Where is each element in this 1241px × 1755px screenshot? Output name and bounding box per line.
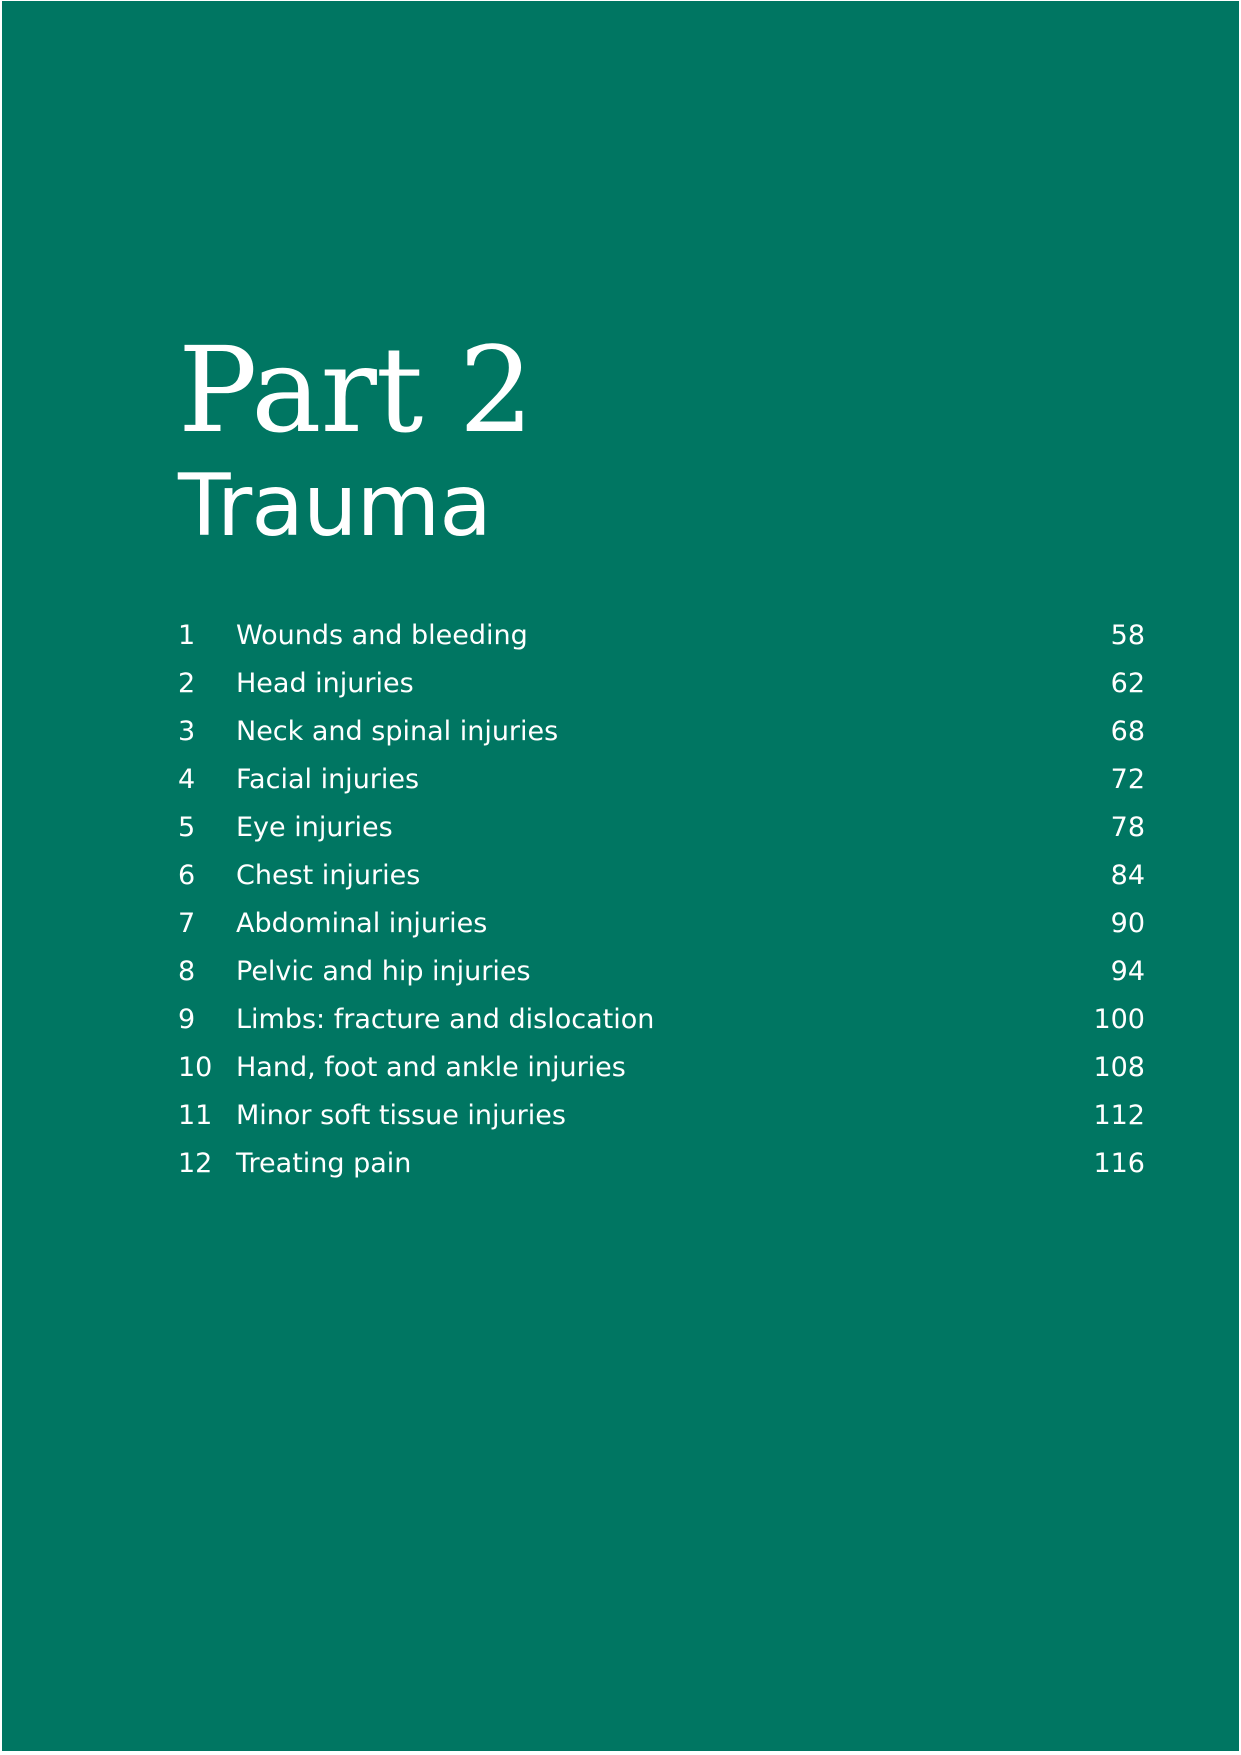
chapter-title: Minor soft tissue injuries bbox=[236, 1100, 566, 1131]
chapter-number: 3 bbox=[178, 716, 196, 747]
toc-row-12[interactable] bbox=[178, 1140, 1145, 1188]
toc-row-1[interactable] bbox=[178, 612, 1145, 660]
page-number: 62 bbox=[1110, 668, 1145, 699]
chapter-title: Neck and spinal injuries bbox=[236, 716, 559, 747]
page-number: 108 bbox=[1093, 1052, 1145, 1083]
page-number: 72 bbox=[1110, 764, 1145, 795]
chapter-number: 7 bbox=[178, 908, 196, 939]
chapter-number: 11 bbox=[178, 1100, 213, 1131]
page-number: 84 bbox=[1110, 860, 1145, 891]
chapter-number: 8 bbox=[178, 956, 196, 987]
toc-row-6[interactable] bbox=[178, 852, 1145, 900]
chapter-number: 9 bbox=[178, 1004, 196, 1035]
page-number: 58 bbox=[1110, 620, 1145, 651]
chapter-number: 12 bbox=[178, 1148, 213, 1179]
chapter-number: 5 bbox=[178, 812, 196, 843]
part-divider-page bbox=[2, 1, 1239, 1751]
part-title: Trauma bbox=[178, 456, 491, 556]
page-number: 112 bbox=[1093, 1100, 1145, 1131]
toc-row-2[interactable] bbox=[178, 660, 1145, 708]
chapter-title: Facial injuries bbox=[236, 764, 420, 795]
toc-row-3[interactable] bbox=[178, 708, 1145, 756]
toc-row-4[interactable] bbox=[178, 756, 1145, 804]
toc-row-11[interactable] bbox=[178, 1092, 1145, 1140]
part-number: Part 2 bbox=[178, 321, 533, 459]
page-number: 100 bbox=[1093, 1004, 1145, 1035]
page-number: 78 bbox=[1110, 812, 1145, 843]
page-number: 68 bbox=[1110, 716, 1145, 747]
chapter-number: 2 bbox=[178, 668, 196, 699]
chapter-number: 1 bbox=[178, 620, 196, 651]
page-number: 116 bbox=[1093, 1148, 1145, 1179]
chapter-title: Hand, foot and ankle injuries bbox=[236, 1052, 626, 1083]
toc-row-8[interactable] bbox=[178, 948, 1145, 996]
toc-row-5[interactable] bbox=[178, 804, 1145, 852]
chapter-title: Wounds and bleeding bbox=[236, 620, 528, 651]
chapter-title: Pelvic and hip injuries bbox=[236, 956, 531, 987]
chapter-title: Chest injuries bbox=[236, 860, 421, 891]
toc-row-9[interactable] bbox=[178, 996, 1145, 1044]
table-of-contents bbox=[178, 612, 1145, 1188]
toc-row-7[interactable] bbox=[178, 900, 1145, 948]
chapter-number: 4 bbox=[178, 764, 196, 795]
chapter-number: 6 bbox=[178, 860, 196, 891]
chapter-title: Eye injuries bbox=[236, 812, 393, 843]
chapter-number: 10 bbox=[178, 1052, 213, 1083]
chapter-title: Treating pain bbox=[236, 1148, 412, 1179]
page-number: 90 bbox=[1110, 908, 1145, 939]
chapter-title: Limbs: fracture and dislocation bbox=[236, 1004, 655, 1035]
chapter-title: Head injuries bbox=[236, 668, 414, 699]
chapter-title: Abdominal injuries bbox=[236, 908, 488, 939]
toc-row-10[interactable] bbox=[178, 1044, 1145, 1092]
page-number: 94 bbox=[1110, 956, 1145, 987]
